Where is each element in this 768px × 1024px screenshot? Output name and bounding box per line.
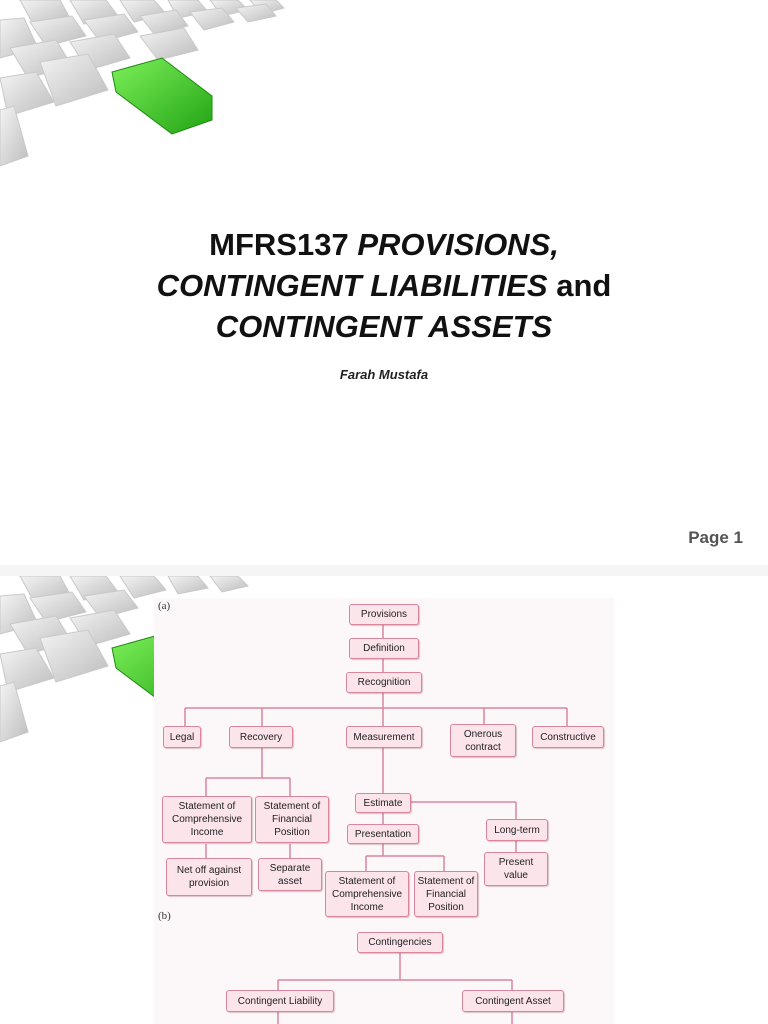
slide-divider	[0, 565, 768, 576]
node-contingent-liability: Contingent Liability	[226, 990, 334, 1012]
node-long-term: Long-term	[486, 819, 548, 841]
node-present-value: Present value	[484, 852, 548, 886]
diagram-label-a: (a)	[158, 600, 171, 612]
node-soci: Statement of Comprehensive Income	[162, 796, 252, 843]
title-line1-normal: MFRS137	[209, 227, 358, 262]
node-sofp: Statement of Financial Position	[255, 796, 329, 843]
node-onerous-contract: Onerous contract	[450, 724, 516, 757]
author-name: Farah Mustafa	[339, 367, 429, 382]
title-line1-italic: PROVISIONS,	[357, 227, 559, 262]
node-legal: Legal	[163, 726, 201, 748]
node-recognition: Recognition	[346, 672, 422, 693]
node-constructive: Constructive	[532, 726, 604, 748]
title-line2-normal: and	[547, 268, 612, 303]
node-contingent-asset: Contingent Asset	[462, 990, 564, 1012]
node-soci-2: Statement of Comprehensive Income	[325, 871, 409, 917]
node-presentation: Presentation	[347, 824, 419, 844]
node-sofp-2: Statement of Financial Position	[414, 871, 478, 917]
node-estimate: Estimate	[355, 793, 411, 813]
node-measurement: Measurement	[346, 726, 422, 748]
diagram-label-b: (b)	[158, 910, 171, 922]
green-car-icon	[112, 58, 212, 134]
diagram-slide	[0, 576, 768, 1024]
node-net-off: Net off against provision	[166, 858, 252, 896]
car-traffic-illustration	[0, 0, 320, 200]
title-line2-italic: CONTINGENT LIABILITIES	[156, 268, 548, 303]
node-definition: Definition	[349, 638, 419, 659]
node-provisions: Provisions	[349, 604, 419, 625]
page-number: Page 1	[688, 528, 743, 547]
provisions-diagram	[154, 598, 614, 1024]
node-recovery: Recovery	[229, 726, 293, 748]
node-contingencies: Contingencies	[357, 932, 443, 953]
node-separate-asset: Separate asset	[258, 858, 322, 891]
title-line3-italic: CONTINGENT ASSETS	[215, 309, 553, 344]
slide-title	[84, 224, 684, 347]
